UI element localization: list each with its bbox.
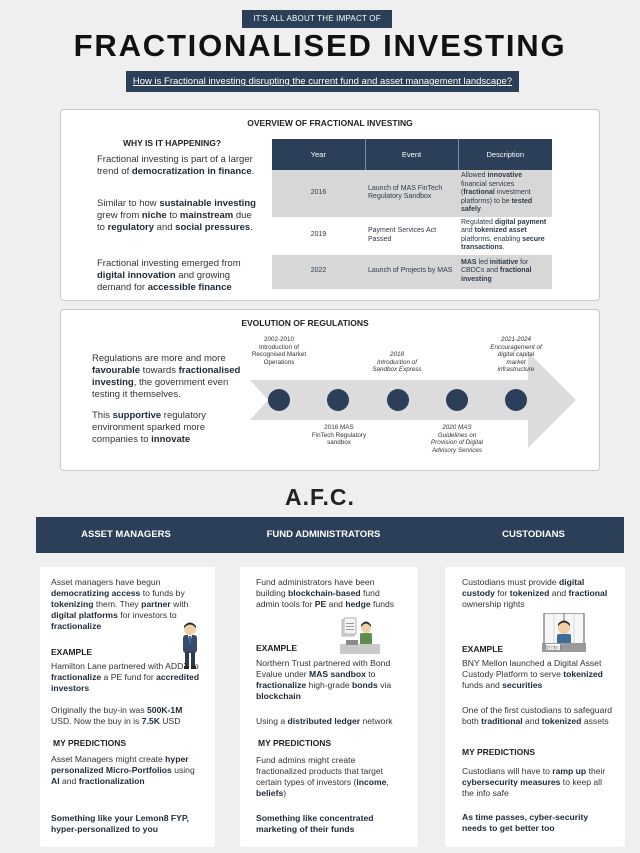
year-cell: 2022 <box>272 255 365 289</box>
asset-managers-intro: Asset managers have begun democratizing access to funds by tokenizing them. They partner with digital platforms for investors to fractionalize <box>51 577 189 631</box>
evolution-title: EVOLUTION OF REGULATIONS <box>241 318 369 328</box>
table-row <box>272 217 552 255</box>
afc-title: A.F.C. <box>285 484 355 510</box>
overview-title: OVERVIEW OF FRACTIONAL INVESTING <box>247 118 413 128</box>
fund-intro: Fund administrators have been building blockchain-based fund admin tools for PE and hedge funds <box>256 577 395 609</box>
afc-header-bar <box>36 517 624 553</box>
header-fund-administrators: FUND ADMINISTRATORS <box>266 529 381 540</box>
fund-ledger-text: Using a distributed ledger network <box>256 716 393 726</box>
event-cell: Payment Services Act Passed <box>368 227 437 243</box>
timeline-dot <box>387 389 409 411</box>
subtitle-banner[interactable]: How is Fractional investing disrupting the current fund and asset management landscape? <box>126 71 519 92</box>
asset-closing-text: Something like your Lemon8 FYP, hyper-personalized to you <box>51 813 189 834</box>
timeline-dot <box>327 389 349 411</box>
asset-predictions-label: MY PREDICTIONS <box>53 738 127 748</box>
page-title: FRACTIONALISED INVESTING <box>73 28 567 63</box>
table-row <box>272 255 552 289</box>
fund-prediction-text: Fund admins might create fractionalized products that target certain types of investors (income, beliefs) <box>256 755 389 798</box>
fund-example-text: Northern Trust partnered with Bond Evalue under MAS sandbox to fractionalize high-grade bonds via blockchain <box>256 658 392 701</box>
milestone-text: Introduction of Sandbox Express <box>372 358 422 373</box>
events-table <box>272 139 552 289</box>
table-row <box>272 170 552 217</box>
table-header-row <box>272 139 552 170</box>
evolution-paragraph-1: Regulations are more and more favourable towards fractionalised investing, the government even testing it themselves. <box>92 353 241 400</box>
evolution-paragraph-2: This supportive regulatory environment sparked more companies to innovate <box>92 410 207 445</box>
milestone-text: Encouragement of digital capital market infrastructure <box>490 343 542 373</box>
reception-desk-illustration <box>542 613 586 653</box>
asset-prediction-text: Asset Managers might create hyper personalized Micro-Portfolios using AI and fractionalization <box>51 754 195 786</box>
column-header-event: Event <box>365 139 458 170</box>
milestone-years: 2018 <box>389 351 404 358</box>
milestone-years: 2002-2010 <box>263 336 295 343</box>
milestone-2020 <box>426 424 488 454</box>
fund-predictions-label: MY PREDICTIONS <box>258 738 332 748</box>
column-header-description: Description <box>458 139 552 170</box>
milestone-text: FinTech Regulatory sandbox <box>311 431 367 446</box>
timeline-dot <box>446 389 468 411</box>
office-worker-illustration <box>340 616 380 656</box>
milestone-years: 2016 MAS <box>324 424 354 431</box>
year-cell: 2016 <box>272 170 365 217</box>
milestone-years: 2021-2024 <box>500 336 532 343</box>
column-header-year: Year <box>272 139 365 170</box>
top-label: IT'S ALL ABOUT THE IMPACT OF <box>242 10 392 28</box>
timeline-dot <box>505 389 527 411</box>
milestone-2002 <box>250 336 308 366</box>
milestone-2016 <box>310 424 368 447</box>
custodian-predictions-label: MY PREDICTIONS <box>462 747 536 757</box>
reception-sign-text: 受付窓口 <box>545 645 561 650</box>
milestone-text: Introduction of Recognised Market Operations <box>251 343 307 366</box>
custodian-closing-text: As time passes, cyber-security needs to get better too <box>462 812 589 833</box>
overview-paragraph-2: Similar to how sustainable investing grew from niche to mainstream due to regulatory and social pressures. <box>97 198 256 233</box>
asset-example-text: Hamilton Lane partnered with ADDX to fractionalize a PE fund for accredited investors <box>51 661 200 693</box>
milestone-years: 2020 MAS <box>442 424 472 431</box>
milestone-2021 <box>488 336 544 374</box>
event-cell: Launch of MAS FinTech Regulatory Sandbox <box>365 170 458 217</box>
overview-paragraph-3: Fractional investing emerged from digital innovation and growing demand for accessible finance <box>97 258 241 293</box>
fund-example-label: EXAMPLE <box>256 643 298 653</box>
asset-buyin-text: Originally the buy-in was 500K-1M USD. Now the buy in is 7.5K USD <box>51 705 183 726</box>
fund-closing-text: Something like concentrated marketing of their funds <box>256 813 374 834</box>
description-cell: MAS led initiative for CBDCs and fractional investing <box>458 255 552 289</box>
event-cell: Launch of Projects by MAS <box>365 255 458 289</box>
header-asset-managers: ASSET MANAGERS <box>81 529 171 540</box>
overview-paragraph-1: Fractional investing is part of a larger trend of democratization in finance. <box>97 154 255 177</box>
why-title: WHY IS IT HAPPENING? <box>122 138 222 148</box>
year-cell: 2019 <box>310 231 327 239</box>
custodian-intro: Custodians must provide digital custody for tokenized and fractional ownership rights <box>462 577 608 609</box>
custodian-prediction-text: Custodians will have to ramp up their cybersecurity measures to keep all the info safe <box>462 766 606 798</box>
milestone-2018 <box>366 351 428 374</box>
description-cell: Allowed innovative financial services (fractional investment platforms) to be tested safely <box>458 170 552 217</box>
custodian-first-text: One of the first custodians to safeguard both traditional and tokenized assets <box>462 705 613 726</box>
milestone-text: Guidelines on Provision of Digital Advisory Services <box>430 431 484 454</box>
asset-example-label: EXAMPLE <box>51 647 93 657</box>
custodian-example-label: EXAMPLE <box>462 644 504 654</box>
custodian-example-text: BNY Mellon launched a Digital Asset Custody Platform to serve tokenized funds and securities <box>462 658 603 690</box>
description-cell: Regulated digital payment and tokenized asset platforms, enabling secure transactions. <box>461 218 547 251</box>
header-custodians: CUSTODIANS <box>502 529 565 540</box>
timeline-dot <box>268 389 290 411</box>
